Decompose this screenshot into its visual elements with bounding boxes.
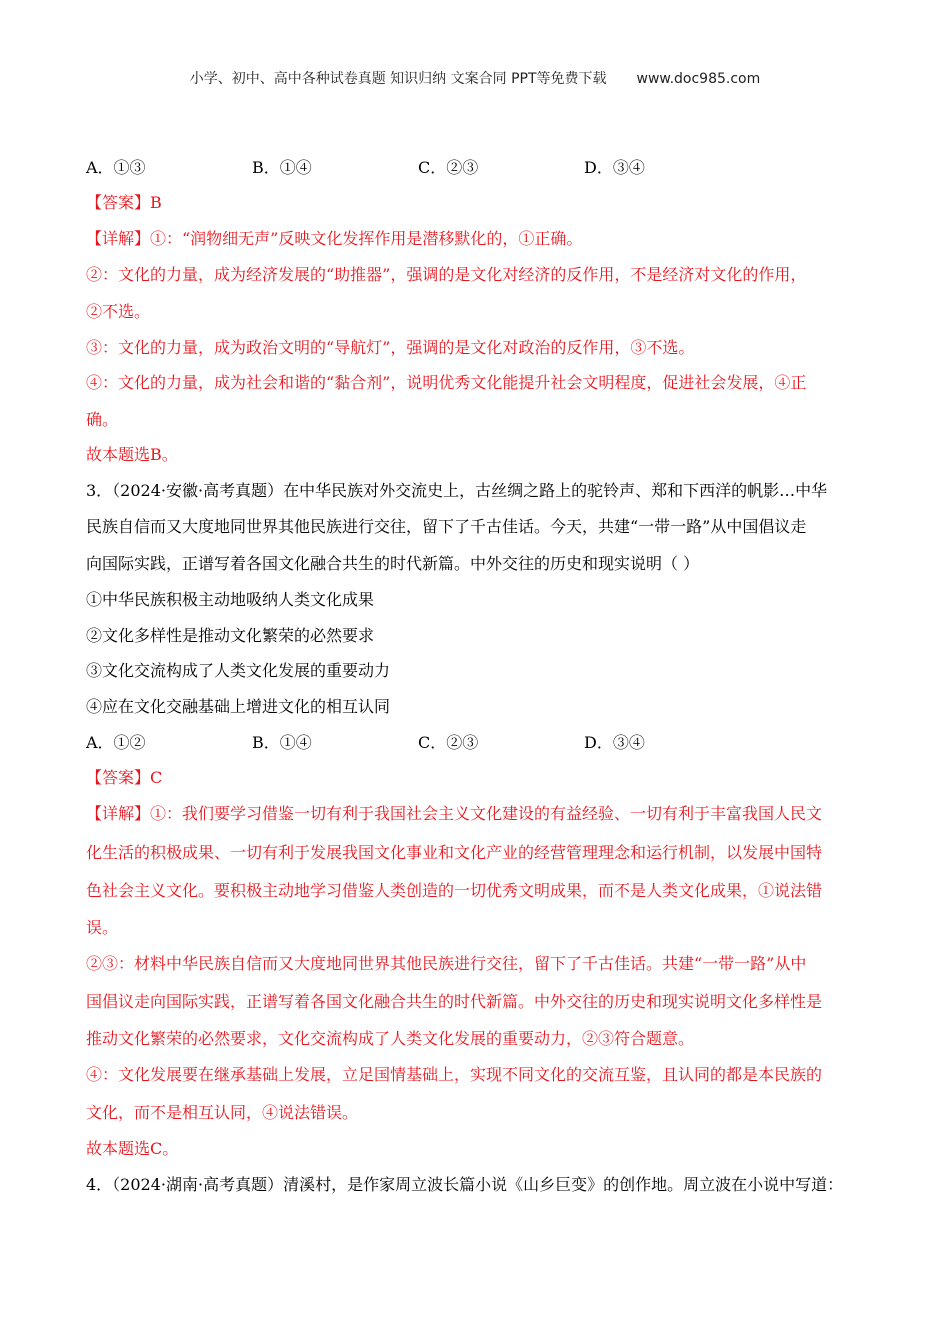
q2-explain-line: 确。 bbox=[86, 410, 119, 429]
q3-answer: 【答案】C bbox=[86, 768, 163, 787]
q3-conclusion: 故本题选C。 bbox=[86, 1139, 179, 1158]
q3-explain-line: 化生活的积极成果、一切有利于发展我国文化事业和文化产业的经营管理理念和运行机制，以发展中国特 bbox=[86, 843, 823, 862]
q4-stem-line: 4．（2024·湖南·高考真题）清溪村，是作家周立波长篇小说《山乡巨变》的创作地。周立波在小说中写道： bbox=[86, 1175, 844, 1194]
q3-option-a: A．①② bbox=[86, 733, 146, 752]
q2-explain-line: ④：文化的力量，成为社会和谐的“黏合剂”，说明优秀文化能提升社会文明程度，促进社会发展，④正 bbox=[86, 373, 807, 392]
q3-stem-line: 民族自信而又大度地同世界其他民族进行交往，留下了千古佳话。今天，共建“一带一路”从中国倡议走 bbox=[86, 517, 807, 536]
q2-option-a: A．①③ bbox=[86, 158, 146, 177]
q3-explain-line: 【详解】①：我们要学习借鉴一切有利于我国社会主义文化建设的有益经验、一切有利于丰富我国人民文 bbox=[86, 804, 823, 823]
q3-item: ②文化多样性是推动文化繁荣的必然要求 bbox=[86, 626, 375, 645]
header-site: www.doc985.com bbox=[636, 71, 761, 87]
q2-option-d: D．③④ bbox=[584, 158, 645, 177]
header-text: 小学、初中、高中各种试卷真题 知识归纳 文案合同 PPT等免费下载 bbox=[189, 71, 607, 87]
q2-conclusion: 故本题选B。 bbox=[86, 445, 178, 464]
q3-option-c: C．②③ bbox=[418, 733, 479, 752]
q3-item: ③文化交流构成了人类文化发展的重要动力 bbox=[86, 661, 391, 680]
q2-explain-line: ②：文化的力量，成为经济发展的“助推器”，强调的是文化对经济的反作用，不是经济对文化的作用， bbox=[86, 265, 807, 284]
q3-option-b: B．①④ bbox=[252, 733, 312, 752]
q2-explain-line: ②不选。 bbox=[86, 302, 151, 321]
q3-stem-line: 向国际实践，正谱写着各国文化融合共生的时代新篇。中外交往的历史和现实说明（ ） bbox=[86, 554, 700, 573]
q2-answer: 【答案】B bbox=[86, 193, 162, 212]
q3-explain-line: 推动文化繁荣的必然要求，文化交流构成了人类文化发展的重要动力，②③符合题意。 bbox=[86, 1029, 695, 1048]
q3-item: ④应在文化交融基础上增进文化的相互认同 bbox=[86, 697, 391, 716]
q2-explain-line: ③：文化的力量，成为政治文明的“导航灯”，强调的是文化对政治的反作用，③不选。 bbox=[86, 338, 695, 357]
q2-explain-line: 【详解】①：“润物细无声”反映文化发挥作用是潜移默化的，①正确。 bbox=[86, 229, 583, 248]
q3-item: ①中华民族积极主动地吸纳人类文化成果 bbox=[86, 590, 375, 609]
q3-stem-line: 3．（2024·安徽·高考真题）在中华民族对外交流史上，古丝绸之路上的驼铃声、郑和下西洋的帆影…中华 bbox=[86, 481, 828, 500]
q2-option-c: C．②③ bbox=[418, 158, 479, 177]
q3-explain-line: 色社会主义文化。要积极主动地学习借鉴人类创造的一切优秀文明成果，而不是人类文化成果，①说法错 bbox=[86, 881, 823, 900]
page-header bbox=[0, 68, 950, 88]
q3-explain-line: 文化，而不是相互认同，④说法错误。 bbox=[86, 1103, 359, 1122]
q3-option-d: D．③④ bbox=[584, 733, 645, 752]
q2-option-b: B．①④ bbox=[252, 158, 312, 177]
q3-explain-line: 误。 bbox=[86, 918, 119, 937]
q3-explain-line: ④：文化发展要在继承基础上发展，立足国情基础上，实现不同文化的交流互鉴，且认同的都是本民族的 bbox=[86, 1065, 823, 1084]
q3-explain-line: ②③：材料中华民族自信而又大度地同世界其他民族进行交往，留下了千古佳话。共建“一带一路”从中 bbox=[86, 954, 807, 973]
q3-explain-line: 国倡议走向国际实践，正谱写着各国文化融合共生的时代新篇。中外交往的历史和现实说明文化多样性是 bbox=[86, 992, 823, 1011]
